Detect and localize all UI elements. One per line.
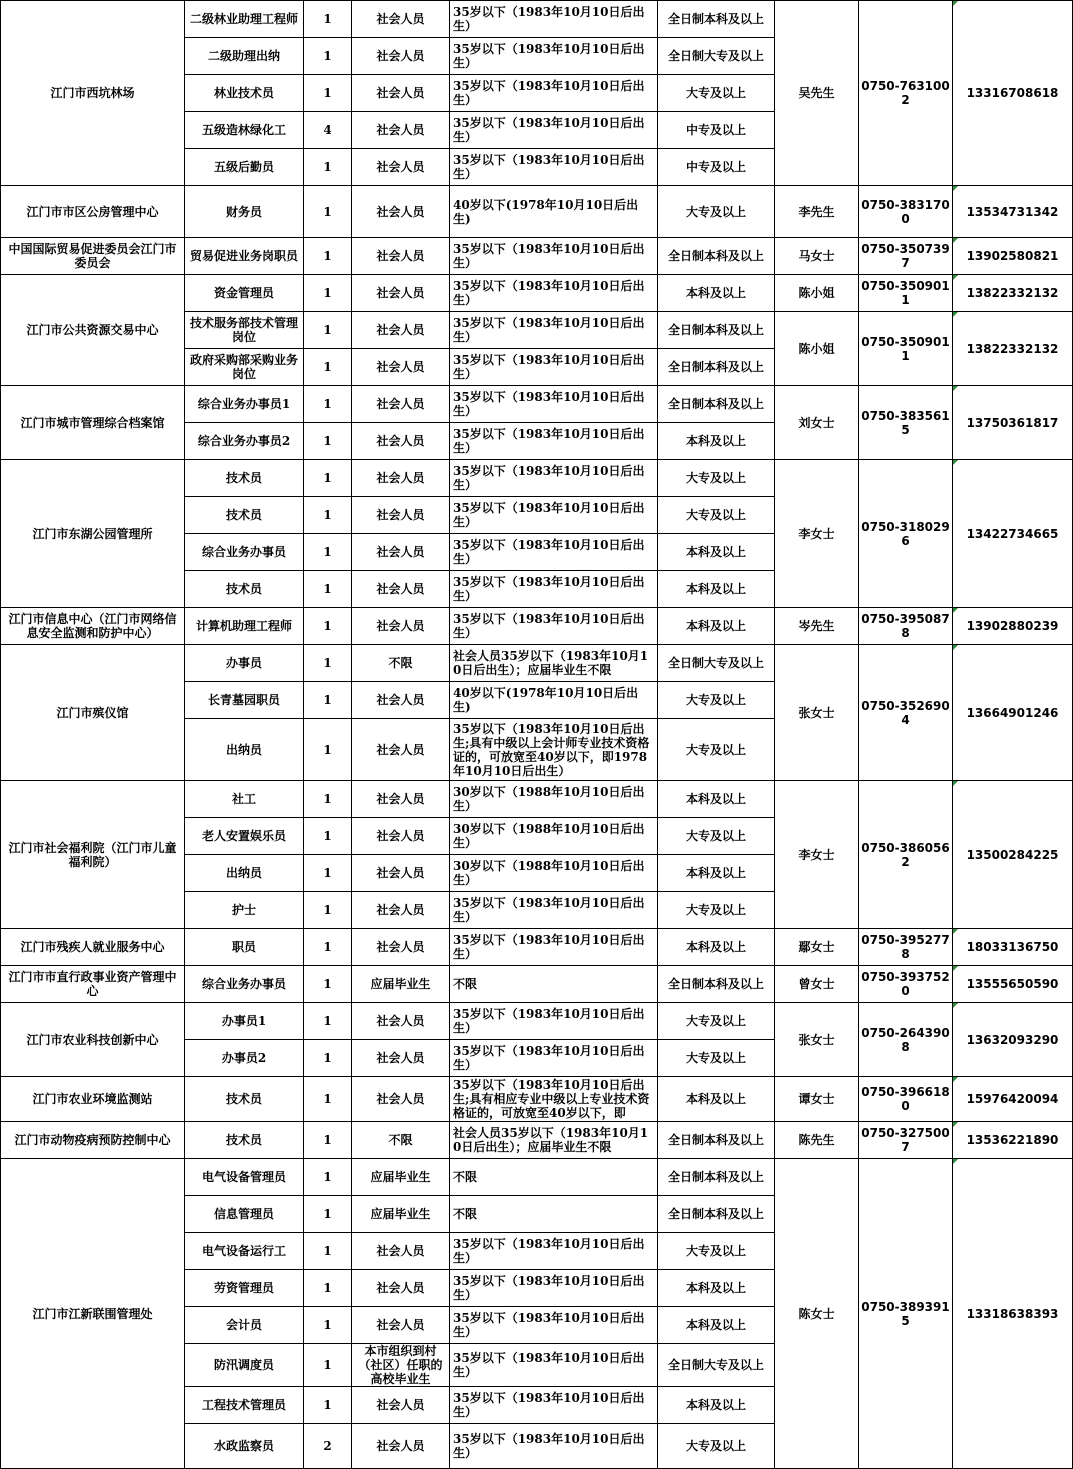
contact-cell: 谭女士 — [775, 1077, 859, 1122]
requirement-cell: 不限 — [450, 966, 658, 1003]
position-cell: 综合业务办事员2 — [185, 423, 304, 460]
requirement-cell: 35岁以下（1983年10月10日后出生） — [450, 386, 658, 423]
position-cell: 社工 — [185, 781, 304, 818]
count-cell: 1 — [304, 312, 352, 349]
count-cell: 1 — [304, 645, 352, 682]
unit-cell: 中国国际贸易促进委员会江门市委员会 — [1, 238, 185, 275]
target-cell: 社会人员 — [352, 112, 450, 149]
position-cell: 劳资管理员 — [185, 1270, 304, 1307]
education-cell: 大专及以上 — [658, 1040, 775, 1077]
education-cell: 本科及以上 — [658, 534, 775, 571]
requirement-cell: 35岁以下（1983年10月10日后出生） — [450, 460, 658, 497]
contact-cell: 刘女士 — [775, 386, 859, 460]
position-cell: 贸易促进业务岗职员 — [185, 238, 304, 275]
unit-cell: 江门市社会福利院（江门市儿童福利院） — [1, 781, 185, 929]
unit-cell: 江门市江新联围管理处 — [1, 1159, 185, 1469]
position-cell: 五级后勤员 — [185, 149, 304, 186]
position-cell: 二级助理出纳 — [185, 38, 304, 75]
requirement-cell: 40岁以下(1978年10月10日后出生) — [450, 682, 658, 719]
contact-cell: 马女士 — [775, 238, 859, 275]
position-cell: 长青墓园职员 — [185, 682, 304, 719]
requirement-cell: 35岁以下（1983年10月10日后出生;具有相应专业中级以上专业技术资格证的，可放宽至40岁以下，即 — [450, 1077, 658, 1122]
unit-cell: 江门市东湖公园管理所 — [1, 460, 185, 608]
education-cell: 大专及以上 — [658, 460, 775, 497]
education-cell: 本科及以上 — [658, 571, 775, 608]
unit-cell: 江门市西坑林场 — [1, 1, 185, 186]
education-cell: 中专及以上 — [658, 149, 775, 186]
table-row — [1, 1122, 1073, 1159]
unit-cell: 江门市农业科技创新中心 — [1, 1003, 185, 1077]
position-cell: 工程技术管理员 — [185, 1387, 304, 1424]
phone-cell: 0750-3952778 — [859, 929, 953, 966]
mobile-cell: 13822332132 — [953, 312, 1073, 386]
education-cell: 本科及以上 — [658, 1307, 775, 1344]
phone-cell: 0750-3509011 — [859, 275, 953, 312]
requirement-cell: 30岁以下（1988年10月10日后出生） — [450, 818, 658, 855]
target-cell: 社会人员 — [352, 855, 450, 892]
contact-cell: 吴先生 — [775, 1, 859, 186]
position-cell: 技术员 — [185, 460, 304, 497]
education-cell: 大专及以上 — [658, 818, 775, 855]
education-cell: 大专及以上 — [658, 75, 775, 112]
target-cell: 社会人员 — [352, 1424, 450, 1469]
position-cell: 综合业务办事员1 — [185, 386, 304, 423]
count-cell: 2 — [304, 1424, 352, 1469]
count-cell: 1 — [304, 781, 352, 818]
position-cell: 老人安置娱乐员 — [185, 818, 304, 855]
position-cell: 办事员 — [185, 645, 304, 682]
position-cell: 防汛调度员 — [185, 1344, 304, 1387]
target-cell: 社会人员 — [352, 149, 450, 186]
contact-cell: 李女士 — [775, 460, 859, 608]
count-cell: 1 — [304, 1122, 352, 1159]
table-row — [1, 186, 1073, 238]
contact-cell: 陈小姐 — [775, 312, 859, 386]
mobile-cell: 13500284225 — [953, 781, 1073, 929]
requirement-cell: 35岁以下（1983年10月10日后出生） — [450, 312, 658, 349]
contact-cell: 鄢女士 — [775, 929, 859, 966]
phone-cell: 0750-3937520 — [859, 966, 953, 1003]
target-cell: 社会人员 — [352, 1040, 450, 1077]
count-cell: 1 — [304, 1344, 352, 1387]
education-cell: 全日制本科及以上 — [658, 966, 775, 1003]
table-body — [1, 1, 1073, 1469]
table-row — [1, 966, 1073, 1003]
target-cell: 社会人员 — [352, 38, 450, 75]
education-cell: 本科及以上 — [658, 929, 775, 966]
target-cell: 社会人员 — [352, 929, 450, 966]
target-cell: 社会人员 — [352, 1307, 450, 1344]
requirement-cell: 35岁以下（1983年10月10日后出生;具有中级以上会计师专业技术资格证的，可放宽至40岁以下，即1978年10月10日后出生） — [450, 719, 658, 781]
table-row — [1, 1077, 1073, 1122]
requirement-cell: 40岁以下(1978年10月10日后出生) — [450, 186, 658, 238]
mobile-cell: 13422734665 — [953, 460, 1073, 608]
table-row — [1, 608, 1073, 645]
education-cell: 全日制本科及以上 — [658, 238, 775, 275]
requirement-cell: 30岁以下（1988年10月10日后出生） — [450, 855, 658, 892]
phone-cell: 0750-7631002 — [859, 1, 953, 186]
education-cell: 全日制大专及以上 — [658, 645, 775, 682]
target-cell: 社会人员 — [352, 1270, 450, 1307]
education-cell: 本科及以上 — [658, 275, 775, 312]
count-cell: 1 — [304, 1233, 352, 1270]
contact-cell: 陈先生 — [775, 1122, 859, 1159]
position-cell: 电气设备运行工 — [185, 1233, 304, 1270]
position-cell: 水政监察员 — [185, 1424, 304, 1469]
education-cell: 全日制本科及以上 — [658, 1159, 775, 1196]
education-cell: 大专及以上 — [658, 186, 775, 238]
contact-cell: 李女士 — [775, 781, 859, 929]
table-row — [1, 645, 1073, 682]
count-cell: 1 — [304, 966, 352, 1003]
position-cell: 技术服务部技术管理岗位 — [185, 312, 304, 349]
mobile-cell: 13902580821 — [953, 238, 1073, 275]
count-cell: 1 — [304, 386, 352, 423]
count-cell: 1 — [304, 238, 352, 275]
target-cell: 社会人员 — [352, 719, 450, 781]
phone-cell: 0750-3509011 — [859, 312, 953, 386]
requirement-cell: 社会人员35岁以下（1983年10月10日后出生）；应届毕业生不限 — [450, 1122, 658, 1159]
phone-cell: 0750-2643908 — [859, 1003, 953, 1077]
target-cell: 社会人员 — [352, 460, 450, 497]
requirement-cell: 35岁以下（1983年10月10日后出生） — [450, 75, 658, 112]
education-cell: 大专及以上 — [658, 892, 775, 929]
table-row — [1, 238, 1073, 275]
mobile-cell: 18033136750 — [953, 929, 1073, 966]
education-cell: 全日制本科及以上 — [658, 1, 775, 38]
contact-cell: 张女士 — [775, 645, 859, 781]
target-cell: 社会人员 — [352, 312, 450, 349]
position-cell: 职员 — [185, 929, 304, 966]
table-row — [1, 460, 1073, 497]
count-cell: 1 — [304, 1307, 352, 1344]
target-cell: 社会人员 — [352, 349, 450, 386]
requirement-cell: 35岁以下（1983年10月10日后出生） — [450, 1040, 658, 1077]
contact-cell: 曾女士 — [775, 966, 859, 1003]
position-cell: 护士 — [185, 892, 304, 929]
requirement-cell: 不限 — [450, 1159, 658, 1196]
education-cell: 本科及以上 — [658, 781, 775, 818]
count-cell: 1 — [304, 1387, 352, 1424]
position-cell: 二级林业助理工程师 — [185, 1, 304, 38]
target-cell: 应届毕业生 — [352, 1196, 450, 1233]
count-cell: 4 — [304, 112, 352, 149]
position-cell: 财务员 — [185, 186, 304, 238]
phone-cell: 0750-3950878 — [859, 608, 953, 645]
contact-cell: 李先生 — [775, 186, 859, 238]
phone-cell: 0750-3831700 — [859, 186, 953, 238]
target-cell: 应届毕业生 — [352, 1159, 450, 1196]
unit-cell: 江门市市直行政事业资产管理中心 — [1, 966, 185, 1003]
mobile-cell: 13536221890 — [953, 1122, 1073, 1159]
requirement-cell: 35岁以下（1983年10月10日后出生） — [450, 238, 658, 275]
target-cell: 社会人员 — [352, 1387, 450, 1424]
phone-cell: 0750-3507397 — [859, 238, 953, 275]
count-cell: 1 — [304, 534, 352, 571]
position-cell: 技术员 — [185, 1077, 304, 1122]
position-cell: 办事员2 — [185, 1040, 304, 1077]
position-cell: 信息管理员 — [185, 1196, 304, 1233]
mobile-cell: 13632093290 — [953, 1003, 1073, 1077]
requirement-cell: 35岁以下（1983年10月10日后出生） — [450, 892, 658, 929]
count-cell: 1 — [304, 929, 352, 966]
mobile-cell: 13822332132 — [953, 275, 1073, 312]
education-cell: 中专及以上 — [658, 112, 775, 149]
table-row — [1, 386, 1073, 423]
mobile-cell: 13534731342 — [953, 186, 1073, 238]
requirement-cell: 35岁以下（1983年10月10日后出生） — [450, 929, 658, 966]
target-cell: 社会人员 — [352, 682, 450, 719]
requirement-cell: 35岁以下（1983年10月10日后出生） — [450, 1233, 658, 1270]
count-cell: 1 — [304, 38, 352, 75]
target-cell: 社会人员 — [352, 1003, 450, 1040]
education-cell: 本科及以上 — [658, 1077, 775, 1122]
target-cell: 社会人员 — [352, 608, 450, 645]
count-cell: 1 — [304, 1, 352, 38]
count-cell: 1 — [304, 423, 352, 460]
requirement-cell: 35岁以下（1983年10月10日后出生） — [450, 275, 658, 312]
count-cell: 1 — [304, 460, 352, 497]
position-cell: 政府采购部采购业务岗位 — [185, 349, 304, 386]
position-cell: 出纳员 — [185, 855, 304, 892]
target-cell: 社会人员 — [352, 186, 450, 238]
count-cell: 1 — [304, 818, 352, 855]
count-cell: 1 — [304, 608, 352, 645]
target-cell: 社会人员 — [352, 275, 450, 312]
phone-cell: 0750-3966180 — [859, 1077, 953, 1122]
target-cell: 社会人员 — [352, 423, 450, 460]
phone-cell: 0750-3180296 — [859, 460, 953, 608]
mobile-cell: 13750361817 — [953, 386, 1073, 460]
count-cell: 1 — [304, 892, 352, 929]
position-cell: 电气设备管理员 — [185, 1159, 304, 1196]
position-cell: 五级造林绿化工 — [185, 112, 304, 149]
contact-cell: 陈女士 — [775, 1159, 859, 1469]
education-cell: 本科及以上 — [658, 423, 775, 460]
education-cell: 全日制大专及以上 — [658, 38, 775, 75]
count-cell: 1 — [304, 497, 352, 534]
table-row — [1, 275, 1073, 312]
education-cell: 全日制本科及以上 — [658, 349, 775, 386]
target-cell: 本市组织到村（社区）任职的高校毕业生 — [352, 1344, 450, 1387]
position-cell: 办事员1 — [185, 1003, 304, 1040]
position-cell: 技术员 — [185, 497, 304, 534]
target-cell: 应届毕业生 — [352, 966, 450, 1003]
education-cell: 大专及以上 — [658, 497, 775, 534]
position-cell: 计算机助理工程师 — [185, 608, 304, 645]
unit-cell: 江门市市区公房管理中心 — [1, 186, 185, 238]
education-cell: 大专及以上 — [658, 682, 775, 719]
unit-cell: 江门市城市管理综合档案馆 — [1, 386, 185, 460]
requirement-cell: 35岁以下（1983年10月10日后出生） — [450, 423, 658, 460]
unit-cell: 江门市信息中心（江门市网络信息安全监测和防护中心） — [1, 608, 185, 645]
target-cell: 社会人员 — [352, 892, 450, 929]
education-cell: 本科及以上 — [658, 855, 775, 892]
target-cell: 社会人员 — [352, 497, 450, 534]
requirement-cell: 35岁以下（1983年10月10日后出生） — [450, 1344, 658, 1387]
count-cell: 1 — [304, 855, 352, 892]
requirement-cell: 35岁以下（1983年10月10日后出生） — [450, 349, 658, 386]
requirement-cell: 35岁以下（1983年10月10日后出生） — [450, 149, 658, 186]
table-row — [1, 1, 1073, 38]
unit-cell: 江门市动物疫病预防控制中心 — [1, 1122, 185, 1159]
position-cell: 综合业务办事员 — [185, 534, 304, 571]
education-cell: 大专及以上 — [658, 1424, 775, 1469]
target-cell: 社会人员 — [352, 75, 450, 112]
count-cell: 1 — [304, 1270, 352, 1307]
requirement-cell: 不限 — [450, 1196, 658, 1233]
mobile-cell: 13902880239 — [953, 608, 1073, 645]
target-cell: 社会人员 — [352, 1233, 450, 1270]
education-cell: 全日制大专及以上 — [658, 1344, 775, 1387]
education-cell: 大专及以上 — [658, 1233, 775, 1270]
position-cell: 会计员 — [185, 1307, 304, 1344]
count-cell: 1 — [304, 682, 352, 719]
requirement-cell: 30岁以下（1988年10月10日后出生） — [450, 781, 658, 818]
education-cell: 全日制本科及以上 — [658, 386, 775, 423]
requirement-cell: 35岁以下（1983年10月10日后出生） — [450, 38, 658, 75]
mobile-cell: 13555650590 — [953, 966, 1073, 1003]
unit-cell: 江门市残疾人就业服务中心 — [1, 929, 185, 966]
unit-cell: 江门市公共资源交易中心 — [1, 275, 185, 386]
target-cell: 不限 — [352, 645, 450, 682]
requirement-cell: 35岁以下（1983年10月10日后出生） — [450, 497, 658, 534]
education-cell: 本科及以上 — [658, 608, 775, 645]
count-cell: 1 — [304, 186, 352, 238]
requirement-cell: 社会人员35岁以下（1983年10月10日后出生）；应届毕业生不限 — [450, 645, 658, 682]
position-cell: 资金管理员 — [185, 275, 304, 312]
phone-cell: 0750-3860562 — [859, 781, 953, 929]
position-cell: 综合业务办事员 — [185, 966, 304, 1003]
education-cell: 大专及以上 — [658, 1003, 775, 1040]
target-cell: 社会人员 — [352, 238, 450, 275]
target-cell: 社会人员 — [352, 534, 450, 571]
count-cell: 1 — [304, 349, 352, 386]
position-cell: 技术员 — [185, 1122, 304, 1159]
phone-cell: 0750-3275007 — [859, 1122, 953, 1159]
education-cell: 大专及以上 — [658, 719, 775, 781]
count-cell: 1 — [304, 1196, 352, 1233]
education-cell: 本科及以上 — [658, 1387, 775, 1424]
requirement-cell: 35岁以下（1983年10月10日后出生） — [450, 608, 658, 645]
requirement-cell: 35岁以下（1983年10月10日后出生） — [450, 1003, 658, 1040]
count-cell: 1 — [304, 571, 352, 608]
table-row — [1, 929, 1073, 966]
requirement-cell: 35岁以下（1983年10月10日后出生） — [450, 1, 658, 38]
phone-cell: 0750-3835615 — [859, 386, 953, 460]
position-cell: 林业技术员 — [185, 75, 304, 112]
target-cell: 社会人员 — [352, 781, 450, 818]
phone-cell: 0750-3893915 — [859, 1159, 953, 1469]
target-cell: 不限 — [352, 1122, 450, 1159]
contact-cell: 陈小姐 — [775, 275, 859, 312]
unit-cell: 江门市农业环境监测站 — [1, 1077, 185, 1122]
target-cell: 社会人员 — [352, 571, 450, 608]
count-cell: 1 — [304, 1077, 352, 1122]
count-cell: 1 — [304, 275, 352, 312]
mobile-cell: 13316708618 — [953, 1, 1073, 186]
mobile-cell: 15976420094 — [953, 1077, 1073, 1122]
count-cell: 1 — [304, 75, 352, 112]
education-cell: 全日制本科及以上 — [658, 1122, 775, 1159]
requirement-cell: 35岁以下（1983年10月10日后出生） — [450, 1270, 658, 1307]
education-cell: 本科及以上 — [658, 1270, 775, 1307]
table-row — [1, 781, 1073, 818]
contact-cell: 岑先生 — [775, 608, 859, 645]
requirement-cell: 35岁以下（1983年10月10日后出生） — [450, 1307, 658, 1344]
requirement-cell: 35岁以下（1983年10月10日后出生） — [450, 534, 658, 571]
count-cell: 1 — [304, 149, 352, 186]
requirement-cell: 35岁以下（1983年10月10日后出生） — [450, 571, 658, 608]
requirement-cell: 35岁以下（1983年10月10日后出生） — [450, 1387, 658, 1424]
count-cell: 1 — [304, 1003, 352, 1040]
unit-cell: 江门市殡仪馆 — [1, 645, 185, 781]
phone-cell: 0750-3526904 — [859, 645, 953, 781]
target-cell: 社会人员 — [352, 818, 450, 855]
count-cell: 1 — [304, 1040, 352, 1077]
position-cell: 技术员 — [185, 571, 304, 608]
requirement-cell: 35岁以下（1983年10月10日后出生） — [450, 1424, 658, 1469]
education-cell: 全日制本科及以上 — [658, 312, 775, 349]
target-cell: 社会人员 — [352, 1, 450, 38]
table-row — [1, 1159, 1073, 1196]
position-cell: 出纳员 — [185, 719, 304, 781]
requirement-cell: 35岁以下（1983年10月10日后出生） — [450, 112, 658, 149]
count-cell: 1 — [304, 719, 352, 781]
contact-cell: 张女士 — [775, 1003, 859, 1077]
education-cell: 全日制本科及以上 — [658, 1196, 775, 1233]
table-row — [1, 1003, 1073, 1040]
target-cell: 社会人员 — [352, 386, 450, 423]
mobile-cell: 13318638393 — [953, 1159, 1073, 1469]
target-cell: 社会人员 — [352, 1077, 450, 1122]
mobile-cell: 13664901246 — [953, 645, 1073, 781]
count-cell: 1 — [304, 1159, 352, 1196]
